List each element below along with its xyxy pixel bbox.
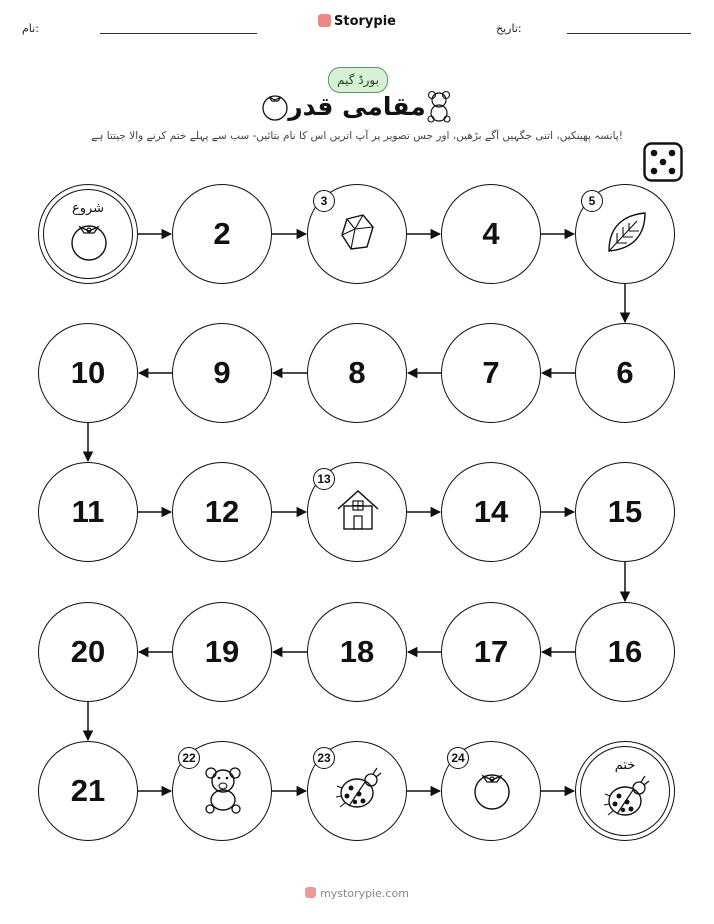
board-space-20	[38, 602, 138, 702]
space-number: 12	[204, 494, 240, 529]
space-number-tag: 3	[313, 190, 335, 212]
space-number-tag: 23	[313, 747, 335, 769]
board-space-24	[441, 741, 541, 841]
board-space-5	[575, 184, 675, 284]
footer-url: mystorypie.com	[320, 887, 409, 900]
board-space-13	[307, 462, 407, 562]
space-number-tag: 5	[581, 190, 603, 212]
board-space-14	[441, 462, 541, 562]
board-space-3	[307, 184, 407, 284]
space-number: 20	[70, 634, 106, 669]
footer	[0, 887, 714, 900]
space-number: 15	[607, 494, 643, 529]
name-label: نام:	[22, 22, 39, 35]
gem-icon	[333, 207, 383, 257]
board-space-7	[441, 323, 541, 423]
board-space-16	[575, 602, 675, 702]
space-number: 6	[616, 355, 634, 390]
space-number: 2	[213, 216, 231, 251]
space-number: 18	[339, 634, 375, 669]
finish-label: ختم	[614, 758, 636, 773]
start-label: شروع	[71, 201, 105, 216]
board-space-10	[38, 323, 138, 423]
brand-name: Storypie	[334, 14, 396, 29]
board-space-4	[441, 184, 541, 284]
space-number-tag: 13	[313, 468, 335, 490]
space-number: 7	[482, 355, 500, 390]
house-icon	[333, 485, 383, 535]
ladybug-icon	[333, 764, 383, 814]
board-space-21	[38, 741, 138, 841]
board-space-2	[172, 184, 272, 284]
space-number-tag: 22	[178, 747, 200, 769]
instructions-text: پانسہ پھینکیں، اتنی جگہیں آگے بڑھیں، اور جس تصویر پر آپ اتریں اس کا نام بتائیں- سب سے پہلے ختم کرنے والا جیتتا ہے!	[91, 130, 623, 142]
board-space-12	[172, 462, 272, 562]
space-number: 11	[71, 494, 105, 529]
space-number-tag: 24	[447, 747, 469, 769]
board-space-15	[575, 462, 675, 562]
board-space-6	[575, 323, 675, 423]
ladybug-icon	[601, 772, 651, 822]
teddy-bear-icon	[198, 764, 248, 814]
board-space-18	[307, 602, 407, 702]
board-space-11	[38, 462, 138, 562]
space-number: 8	[348, 355, 366, 390]
board-space-22	[172, 741, 272, 841]
board-space-17	[441, 602, 541, 702]
date-label: تاریخ:	[496, 22, 522, 35]
tomato-icon	[64, 215, 114, 265]
finish-space	[575, 741, 675, 841]
space-number: 21	[70, 773, 106, 808]
storypie-logo-icon	[305, 887, 316, 898]
start-space	[38, 184, 138, 284]
board-space-19	[172, 602, 272, 702]
space-number: 16	[607, 634, 643, 669]
space-number: 9	[213, 355, 231, 390]
space-number: 14	[473, 494, 509, 529]
board-space-9	[172, 323, 272, 423]
board-game-badge: بورڈ گیم	[328, 67, 388, 93]
tomato-icon	[467, 764, 517, 814]
space-number: 4	[482, 216, 500, 251]
board-space-8	[307, 323, 407, 423]
space-number: 10	[70, 355, 106, 390]
leaf-icon	[601, 207, 651, 257]
space-number: 19	[204, 634, 240, 669]
space-number: 17	[473, 634, 509, 669]
page-title: مقامی قدر	[288, 92, 426, 121]
board-space-23	[307, 741, 407, 841]
